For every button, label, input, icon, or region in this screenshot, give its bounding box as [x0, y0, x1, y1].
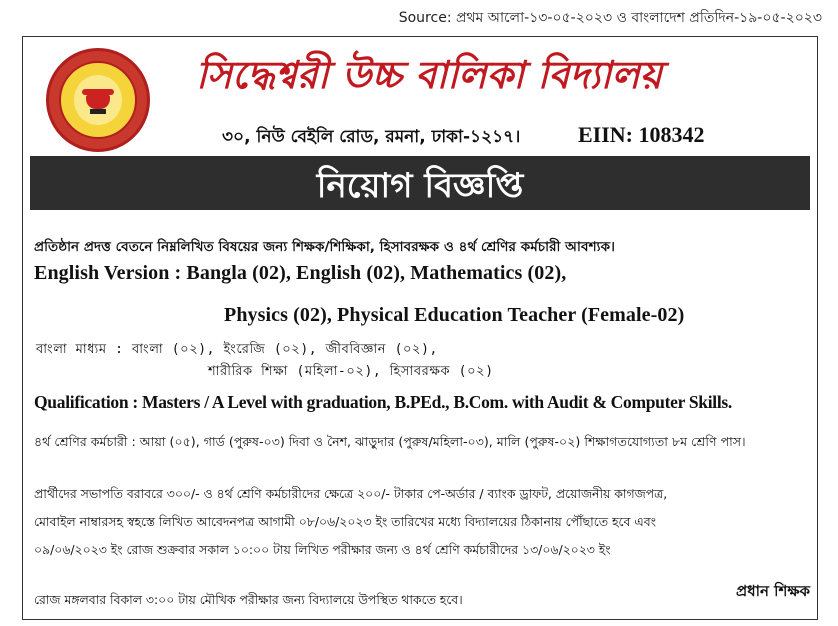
- application-para-1: প্রার্থীদের সভাপতি বরাবরে ৩০০/- ও ৪র্থ শ্রেণি কর্মচারীদের ক্ষেত্রে ২০০/- টাকার পে-অর্ডার / ব্যাংক ড্রাফট, প্রয়োজনীয় কাগজপত্র,: [34, 486, 668, 501]
- source-line: Source: প্রথম আলো-১৩-০৫-২০২৩ ও বাংলাদেশ প্রতিদিন-১৯-০৫-২০২৩: [398, 10, 822, 26]
- seal-core: [74, 75, 122, 125]
- school-address: ৩০, নিউ বেইলি রোড, রমনা, ঢাকা-১২১৭।: [222, 127, 521, 147]
- seal-cup-icon: [86, 95, 110, 109]
- application-para-4: রোজ মঙ্গলবার বিকাল ৩:০০ টায় মৌখিক পরীক্ষার জন্য বিদ্যালয়ে উপস্থিত থাকতে হবে।: [34, 592, 463, 607]
- bangla-medium-line-1: বাংলা মাধ্যম : বাংলা (০২), ইংরেজি (০২), জীববিজ্ঞান (০২),: [36, 342, 438, 357]
- qualification-line: Qualification : Masters / A Level with graduation, B.PEd., B.Com. with Audit & Computer Skills.: [34, 392, 732, 412]
- fourth-class-staff-line: ৪র্থ শ্রেণির কর্মচারী : আয়া (০৫), গার্ড (পুরুষ-০৩) দিবা ও নৈশ, ঝাড়ুদার (পুরুষ/মহিলা-০৩), মালি (পুরুষ-০২) শিক্ষাগতযোগ্যতা ৮ম শ্রেণি পাস।: [34, 434, 746, 449]
- application-para-3: ০৯/০৬/২০২৩ ইং রোজ শুক্রবার সকাল ১০:০০ টায় লিখিত পরীক্ষার জন্য ও ৪র্থ শ্রেণি কর্মচারীদের ১৩/০৬/২০২৩ ইং: [34, 542, 611, 557]
- seal-cup-base: [90, 109, 106, 114]
- eiin-number: EIIN: 108342: [578, 122, 705, 147]
- bangla-medium-line-2: শারীরিক শিক্ষা (মহিলা-০২), হিসাবরক্ষক (০২): [208, 364, 494, 379]
- seal-inner-ring: [59, 61, 137, 139]
- english-version-line-1: English Version : Bangla (02), English (02), Mathematics (02),: [34, 262, 567, 284]
- application-para-2: মোবাইল নাম্বারসহ স্বহস্তে লিখিত আবেদনপত্র আগামী ০৮/০৬/২০২৩ ইং তারিখের মধ্যে বিদ্যালয়ের ঠিকানায় পৌঁছাতে হবে এবং: [34, 514, 656, 529]
- english-version-line-2: Physics (02), Physical Education Teacher (Female-02): [224, 304, 685, 326]
- school-seal-logo: [46, 48, 150, 152]
- school-name: সিদ্ধেশ্বরী উচ্চ বালিকা বিদ্যালয়: [196, 52, 663, 97]
- headmaster-signature: প্রধান শিক্ষক: [736, 582, 810, 600]
- intro-text: প্রতিষ্ঠান প্রদত্ত বেতনে নিম্নলিখিত বিষয়ের জন্য শিক্ষক/শিক্ষিকা, হিসাবরক্ষক ও ৪র্থ শ্রেণির কর্মচারী আবশ্যক।: [34, 239, 615, 255]
- notice-title-banner: [30, 156, 810, 210]
- notice-title: নিয়োগ বিজ্ঞপ্তি: [316, 166, 524, 206]
